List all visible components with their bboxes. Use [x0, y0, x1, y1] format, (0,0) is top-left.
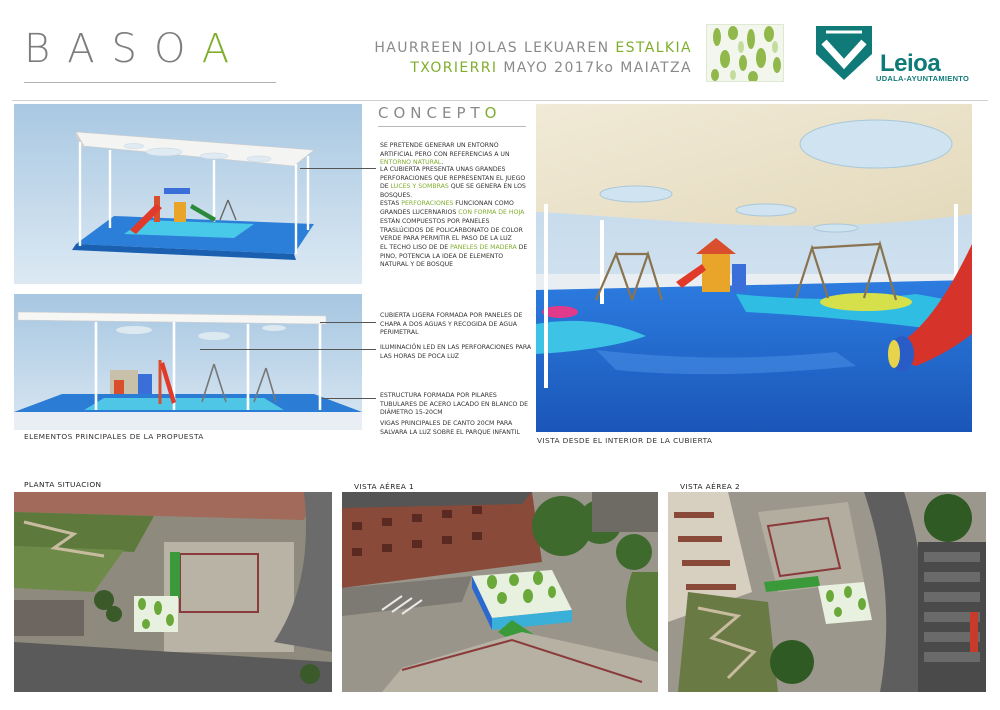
concept-paragraph-2: LA CUBIERTA PRESENTA UNAS GRANDES PERFORACIONES QUE REPRESENTAN EL JUEGO DE LUCES Y SOMBRAS QUE SE GENERA EN LOS BOSQUES. — [380, 166, 526, 199]
concept-heading: CONCEPTO — [378, 104, 502, 122]
concept-paragraph-3: ESTAS PERFORACIONES FUNCIONAN COMO GRANDES LUCERNARIOS CON FORMA DE HOJA — [380, 200, 525, 216]
header-divider — [12, 100, 988, 101]
concept-paragraph-1: SE PRETENDE GENERAR UN ENTORNO ARTIFICIAL PERO CON REFERENCIAS A UN ENTORNO NATURAL. — [380, 142, 510, 167]
render-interior — [536, 104, 972, 432]
concept-underline — [378, 126, 526, 127]
note-beams: VIGAS PRINCIPALES DE CANTO 20CM PARA SALVARA LA LUZ SOBRE EL PARQUE INFANTIL — [380, 420, 520, 436]
concept-paragraph-5: EL TECHO LISO DE DE PANELES DE MADERA DE PINO, POTENCIA LA IDEA DE ELEMENTO NATURAL Y DE BOSQUE — [380, 244, 528, 269]
brand-main: BASO — [24, 26, 202, 72]
caption-aerial-2: VISTA AÉREA 2 — [680, 482, 741, 491]
render-elevation — [14, 294, 362, 430]
note-structure: ESTRUCTURA FORMADA POR PILARES TUBULARES DE ACERO LACADO EN BLANCO DE DIÁMETRO 15-20CM — [380, 392, 529, 417]
site-plan-photo — [14, 492, 332, 692]
note-lighting: ILUMINACIÓN LED EN LAS PERFORACIONES PARA LAS HORAS DE POCA LUZ — [380, 344, 532, 360]
project-brand — [24, 26, 246, 72]
leader-line-note-2 — [200, 349, 376, 350]
logo-name: Leioa — [880, 50, 941, 77]
logo-subtitle: UDALA-AYUNTAMIENTO — [876, 74, 970, 83]
brand-underline — [24, 82, 276, 83]
caption-site-plan: PLANTA SITUACION — [24, 480, 102, 489]
aerial-view-2-photo — [668, 492, 986, 692]
leader-line-note-3 — [322, 398, 376, 399]
concept-paragraph-4: ESTÁN COMPUESTOS POR PANELES TRASLÚCIDOS DE POLICARBONATO DE COLOR VERDE PARA PERMITIR EL PASO DE LA LUZ — [380, 218, 523, 243]
leader-line-roof — [300, 168, 376, 169]
render-perspective — [14, 104, 362, 284]
brand-accent: A — [201, 26, 247, 72]
caption-aerial-1: VISTA AÉREA 1 — [354, 482, 415, 491]
leaf-pattern-icon — [706, 24, 784, 82]
caption-right: VISTA DESDE EL INTERIOR DE LA CUBIERTA — [537, 436, 713, 445]
leioa-logo-icon — [814, 24, 874, 82]
leader-line-note-1 — [320, 322, 376, 323]
project-title-line-1: HAURREEN JOLAS LEKUAREN ESTALKIA — [374, 40, 692, 56]
aerial-view-1-photo — [342, 492, 658, 692]
note-roof: CUBIERTA LIGERA FORMADA POR PANELES DE CHAPA A DOS AGUAS Y RECOGIDA DE AGUA PERIMETRAL — [380, 312, 523, 337]
caption-left: ELEMENTOS PRINCIPALES DE LA PROPUESTA — [24, 432, 204, 441]
project-title-line-2: TXORIERRI MAYO 2017ko MAIATZA — [410, 60, 692, 76]
